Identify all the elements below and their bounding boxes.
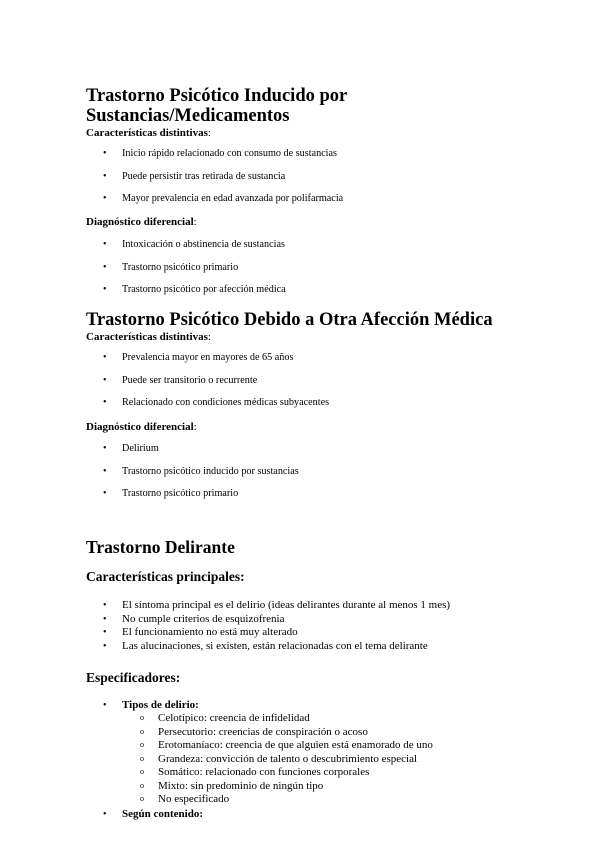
main-features-heading: Características principales: [86, 569, 245, 584]
char-list [86, 147, 586, 205]
list-item: • Trastorno psicótico por afección médica [86, 283, 586, 296]
list-item: • Trastorno psicótico primario [86, 487, 586, 500]
list-item: o Persecutorio: creencias de conspiración o acoso [86, 726, 586, 740]
list-item: o Erotomaníaco: creencia de que alguien está enamorado de uno [86, 739, 586, 753]
types-label: Tipos de delirio: [122, 699, 199, 711]
colon: : [193, 216, 197, 228]
char-list [86, 351, 586, 409]
list-item [86, 699, 586, 713]
diff-label: Diagnóstico diferencial [86, 216, 194, 228]
diff-list [86, 238, 586, 296]
list-item: • Puede ser transitorio o recurrente [86, 374, 586, 387]
title-line-2: Sustancias/Medicamentos [86, 106, 290, 126]
list-item: o Somático: relacionado con funciones corporales [86, 766, 586, 780]
list-item: o Mixto: sin predominio de ningún tipo [86, 780, 586, 794]
list-item: • Mayor prevalencia en edad avanzada por polifarmacia [86, 192, 586, 205]
char-label: Características distintivas [86, 127, 208, 139]
list-item: • Las alucinaciones, si existen, están relacionadas con el tema delirante [86, 640, 586, 654]
title-line-1: Trastorno Psicótico Inducido por [86, 86, 348, 106]
list-item: • Trastorno psicótico primario [86, 261, 586, 274]
delusion-types-list [86, 712, 586, 807]
diff-list [86, 442, 586, 500]
section-title [86, 86, 586, 126]
subheading [86, 420, 197, 434]
subheading [86, 126, 586, 140]
section-title: Trastorno Psicótico Debido a Otra Afección Médica [86, 310, 493, 330]
char-label: Características distintivas [86, 331, 208, 343]
specifiers-list-2 [86, 808, 586, 822]
list-item [86, 808, 586, 822]
section-substance-induced [86, 86, 586, 140]
list-item: o No especificado [86, 793, 586, 807]
colon: : [207, 331, 211, 343]
list-item: o Celotípico: creencia de infidelidad [86, 712, 586, 726]
content-label: Según contenido: [122, 808, 203, 820]
subheading [86, 215, 197, 229]
colon: : [193, 421, 197, 433]
list-item: • El síntoma principal es el delirio (ideas delirantes durante al menos 1 mes) [86, 599, 586, 613]
list-item: • Inicio rápido relacionado con consumo de sustancias [86, 147, 586, 160]
main-features-list [86, 599, 586, 653]
diff-label: Diagnóstico diferencial [86, 421, 194, 433]
list-item: • Delirium [86, 442, 586, 455]
list-item: o Grandeza: convicción de talento o descubrimiento especial [86, 753, 586, 767]
colon: : [207, 127, 211, 139]
list-item: • Trastorno psicótico inducido por sustancias [86, 465, 586, 478]
specifiers-list [86, 699, 586, 713]
specifiers-heading: Especificadores: [86, 670, 181, 685]
list-item: • Intoxicación o abstinencia de sustancias [86, 238, 586, 251]
list-item: • El funcionamiento no está muy alterado [86, 626, 586, 640]
section-title: Trastorno Delirante [86, 537, 235, 557]
subheading [86, 330, 586, 344]
section-medical-condition [86, 310, 586, 344]
list-item: • Puede persistir tras retirada de sustancia [86, 170, 586, 183]
list-item: • No cumple criterios de esquizofrenia [86, 613, 586, 627]
list-item: • Relacionado con condiciones médicas subyacentes [86, 396, 586, 409]
list-item: • Prevalencia mayor en mayores de 65 años [86, 351, 586, 364]
